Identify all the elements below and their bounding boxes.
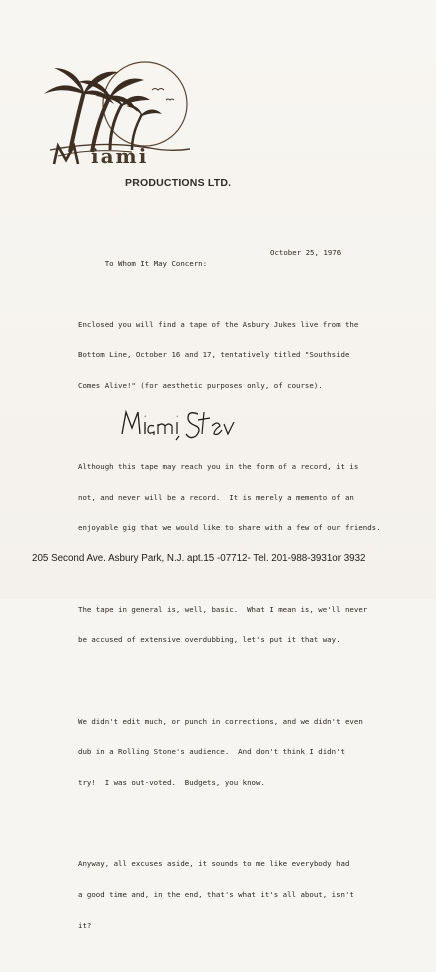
text-line: be accused of extensive overdubbing, let's put it that way. [78,635,341,645]
text-line: enjoyable gig that we would like to share with a few of our friends. [78,523,381,533]
paragraph-3 [78,584,404,666]
salutation: To Whom It May Concern: [104,258,208,268]
paragraph-2 [78,442,404,554]
sun-circle [103,62,187,146]
text-line: The tape in general is, well, basic. What I mean is, we'll never [78,604,368,614]
letter-date: October 25, 1976 [270,248,342,258]
text-line: not, and never will be a record. It is merely a memento of an [78,492,354,502]
logo-m-letter [54,146,78,164]
text-line: We didn't edit much, or punch in corrections, and we didn't even [78,716,363,726]
letter-body [78,228,404,972]
text-line: dub in a Rolling Stone's audience. And don't think I didn't [78,747,345,757]
company-name: PRODUCTIONS LTD. [125,177,232,189]
letter-header-row [78,248,404,268]
brand-wordmark: iami [91,144,149,168]
text-line: Although this tape may reach you in the form of a record, it is [78,462,359,472]
text-line: a good time and, in the end, that's what it's all about, isn't [78,889,354,899]
bird-mark [166,99,174,100]
text-line: Anyway, all excuses aside, it sounds to me like everybody had [78,859,350,869]
text-line: Bottom Line, October 16 and 17, tentatively titled "Southside [78,350,350,360]
paragraph-1 [78,299,404,411]
text-line: try! I was out-voted. Budgets, you know. [78,777,265,787]
text-line: Comes Alive!" (for aesthetic purposes only, of course). [78,380,323,390]
paragraph-4 [78,696,404,808]
bird-mark [152,89,164,91]
paragraph-5 [78,839,404,951]
text-line: Enclosed you will find a tape of the Asbury Jukes live from the [78,319,359,329]
letterhead-footer-address: 205 Second Ave. Asbury Park, N.J. apt.15 -07712- Tel. 201-988-3931or 3932 [32,553,366,564]
handwritten-signature [118,404,238,444]
text-line: it? [78,920,92,930]
